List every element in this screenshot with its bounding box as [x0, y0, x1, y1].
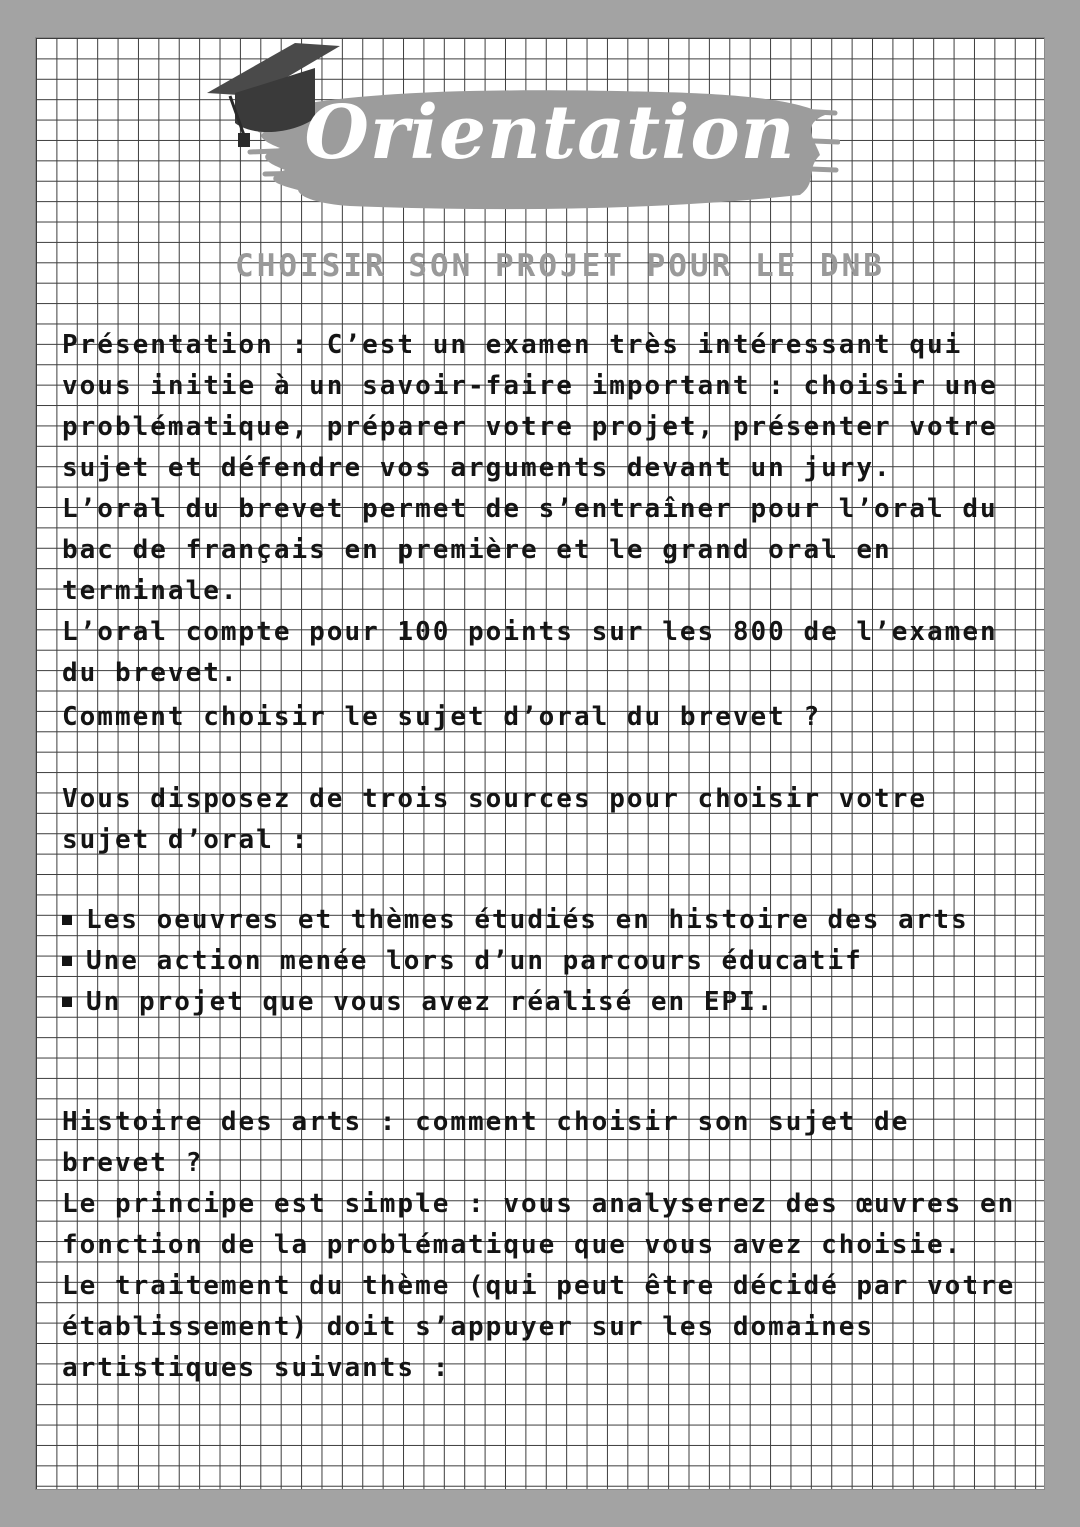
- bullet-icon: [62, 956, 72, 966]
- bullet-icon: [62, 915, 72, 925]
- list-item: [62, 941, 1022, 982]
- section-heading-art-history: Histoire des arts : comment choisir son sujet de brevet ?: [62, 1107, 910, 1178]
- bullet-icon: [62, 997, 72, 1007]
- sources-list: [62, 900, 1022, 1023]
- intro-paragraph: [62, 325, 1022, 694]
- intro-text: Présentation : C’est un examen très intéressant qui vous initie à un savoir-faire important : choisir une problématique, préparer votre projet, présenter votre sujet et défendre vos arguments devant un jury. L’oral du brevet permet de s’entraîner pour l’oral du bac de français en première et le grand oral en terminale. L’oral compte pour 100 points sur les 800 de l’examen du brevet.: [62, 330, 998, 688]
- list-item: [62, 982, 1022, 1023]
- principle-paragraph: [62, 1184, 1022, 1389]
- list-item-text: Les oeuvres et thèmes étudiés en histoire des arts: [86, 905, 969, 935]
- list-item: [62, 900, 1022, 941]
- principle-text: Le principe est simple : vous analyserez des œuvres en fonction de la problématique que vous avez choisie. Le traitement du thème (qui peut être décidé par votre établissement) doit s’appuyer sur les domaines artistiques suivants :: [62, 1189, 1016, 1383]
- page-title: Orientation: [304, 90, 796, 176]
- sources-paragraph: Vous disposez de trois sources pour choisir votre sujet d’oral :: [62, 784, 928, 855]
- section-heading-choose-topic: Comment choisir le sujet d’oral du brevet ?: [62, 702, 822, 732]
- subtitle: CHOISIR SON PROJET POUR LE DNB: [235, 248, 885, 284]
- list-item-text: Un projet que vous avez réalisé en EPI.: [86, 987, 775, 1017]
- list-item-text: Une action menée lors d’un parcours éducatif: [86, 946, 863, 976]
